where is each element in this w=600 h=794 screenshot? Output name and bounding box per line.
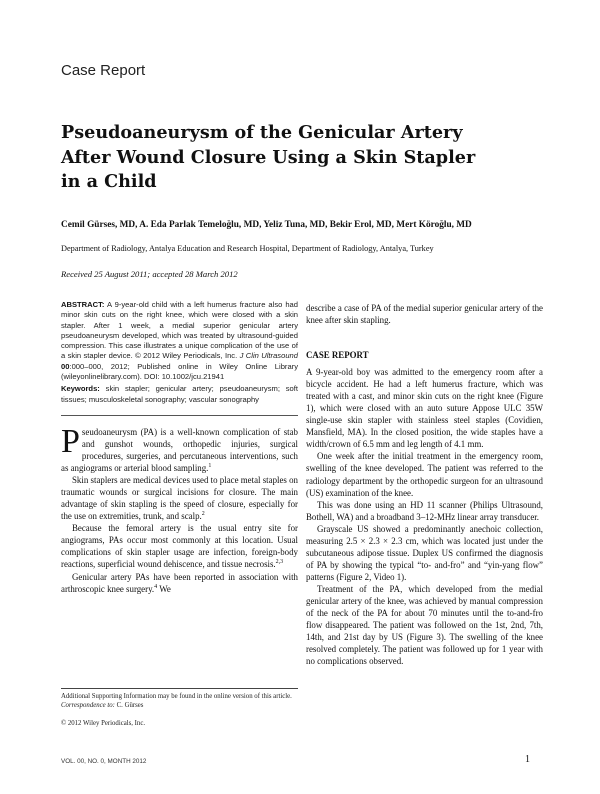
abstract-label: ABSTRACT: [61,300,105,309]
issue-footer: VOL. 00, NO. 0, MONTH 2012 [61,758,147,765]
case-report-heading: CASE REPORT [306,350,369,361]
supporting-info-note: Additional Supporting Information may be found in the online version of this article. [61,693,292,700]
journal-volume: 00 [61,361,70,371]
affiliation: Department of Radiology, Antalya Education and Research Hospital, Department of Radiology, Antalya, Turkey [61,244,434,253]
received-accepted-dates: Received 25 August 2011; accepted 28 March 2012 [61,269,238,279]
reference-marker: 1 [208,463,212,470]
abstract-text: A 9-year-old child with a left humerus fracture also had minor skin cuts on the right knee, which were closed with a skin stapler. After 1 week, a medial superior genicular artery pseudoaneurysm developed, which was treated by ultrasound-guided compression. This case illustrates a unique complication of the use of a skin stapler device. © 2012 Wiley Periodicals, Inc. [61,300,298,361]
intro-paragraph-1 [61,422,298,474]
title-line-1: Pseudoaneurysm of the Genicular Artery [61,122,463,143]
intro-paragraph-4-text: Genicular artery PAs have been reported in association with arthroscopic knee surgery. [61,571,298,594]
abstract [61,300,298,382]
author-list: Cemil Gürses, MD, A. Eda Parlak Temeloğlu, MD, Yeliz Tuna, MD, Bekir Erol, MD, Mert Köroğlu, MD [61,220,472,230]
page-number: 1 [525,754,530,765]
intro-paragraph-4-tail: We [157,583,171,594]
intro-paragraph-2-text: Skin staplers are medical devices used to place metal staples on traumatic wounds or surgical incisions for closure. The main advantage of skin stapling is the speed of closure, especially for the use on extremities, trunk, and scalp. [61,475,298,522]
title-line-2: After Wound Closure Using a Skin Stapler [61,146,476,168]
abstract-divider [61,415,298,416]
keywords-label: Keywords: [61,384,100,394]
reference-marker: 2,3 [275,559,284,566]
correspondence-note [61,701,298,710]
footnote-divider [61,688,298,689]
copyright-note: © 2012 Wiley Periodicals, Inc. [61,720,146,727]
section-label: Case Report [61,62,146,79]
case-paragraph-4: Grayscale US showed a predominantly anechoic collection, measuring 2.5 × 2.3 × 2.3 cm, which was located just under the subcutaneous adipose tissue. Duplex US confirmed the diagnosis of PA by showing the typical “to- and-fro” and “yin-yang flow” patterns (Figure 2, Video 1). [306,523,543,582]
left-column [61,300,298,595]
correspondence-name: C. Gürses [114,702,144,709]
right-column [306,302,543,667]
article-title [61,121,541,195]
citation-details: :000–000, 2012; Published online in Wiley Online Library (wileyonlinelibrary.com). DOI: 10.1002/jcu.21941 [61,361,298,382]
drop-cap: P [61,422,80,460]
title-line-3: in a Child [61,171,157,192]
case-paragraph-5: Treatment of the PA, which developed from the medial genicular artery of the knee, was achieved by manual compression of the neck of the PA for about 70 minutes until the to-and-fro flow disappeared. The patient was followed on the 1st, 2nd, 7th, 14th, and 21st day by US (Figure 3). The swelling of the knee resolved completely. The patient was followed up for 1 year with no complications observed. [306,583,543,667]
reference-marker: 2 [201,511,205,518]
case-paragraph-1: A 9-year-old boy was admitted to the emergency room after a bicycle accident. He had a left humerus fracture, which was treated with a cast, and minor skin cuts on the right knee (Figure 1), which were closed with an auto suture Appose ULC 35W single-use skin stapler with stainless steel staples (Covidien, Mansfield, MA). In the closed position, the wide staples have a width/crown of 6.5 mm and leg length of 4.1 mm. [306,367,543,450]
case-paragraph-2: One week after the initial treatment in the emergency room, swelling of the knee developed. The patient was referred to the radiology department by the orthopedic surgeon for an ultrasound (US) examination of the knee. [306,451,543,498]
intro-paragraph-1-text: seudoaneurysm (PA) is a well-known complication of stab and gunshot wounds, orthopedic injuries, surgical procedures, surgeries, and percutaneous interventions, such as angiograms or arterial blood sampling. [61,426,298,474]
case-paragraph-3: This was done using an HD 11 scanner (Philips Ultrasound, Bothell, WA) and a broadband 3–12-MHz linear array transducer. [306,499,543,522]
intro-continuation: describe a case of PA of the medial superior genicular artery of the knee after skin stapling. [306,303,543,326]
footnotes [61,692,298,728]
intro-paragraph-2 [61,474,298,522]
correspondence-label: Correspondence to: [61,702,115,709]
intro-paragraph-3-text: Because the femoral artery is the usual entry site for angiograms, PAs occur most commonly at this location. Usual complications of skin stapler usage are infection, foreign-body reactions, superficial wound dehiscence, and tissue necrosis. [61,523,298,570]
journal-name: J Clin Ultrasound [239,351,298,361]
keywords [61,384,298,405]
intro-paragraph-3 [61,522,298,570]
keywords-text: skin stapler; genicular artery; pseudoaneurysm; soft tissues; musculoskeletal sonography; vascular sonography [61,384,298,404]
reference-marker: 4 [154,583,158,590]
intro-paragraph-4 [61,571,298,595]
